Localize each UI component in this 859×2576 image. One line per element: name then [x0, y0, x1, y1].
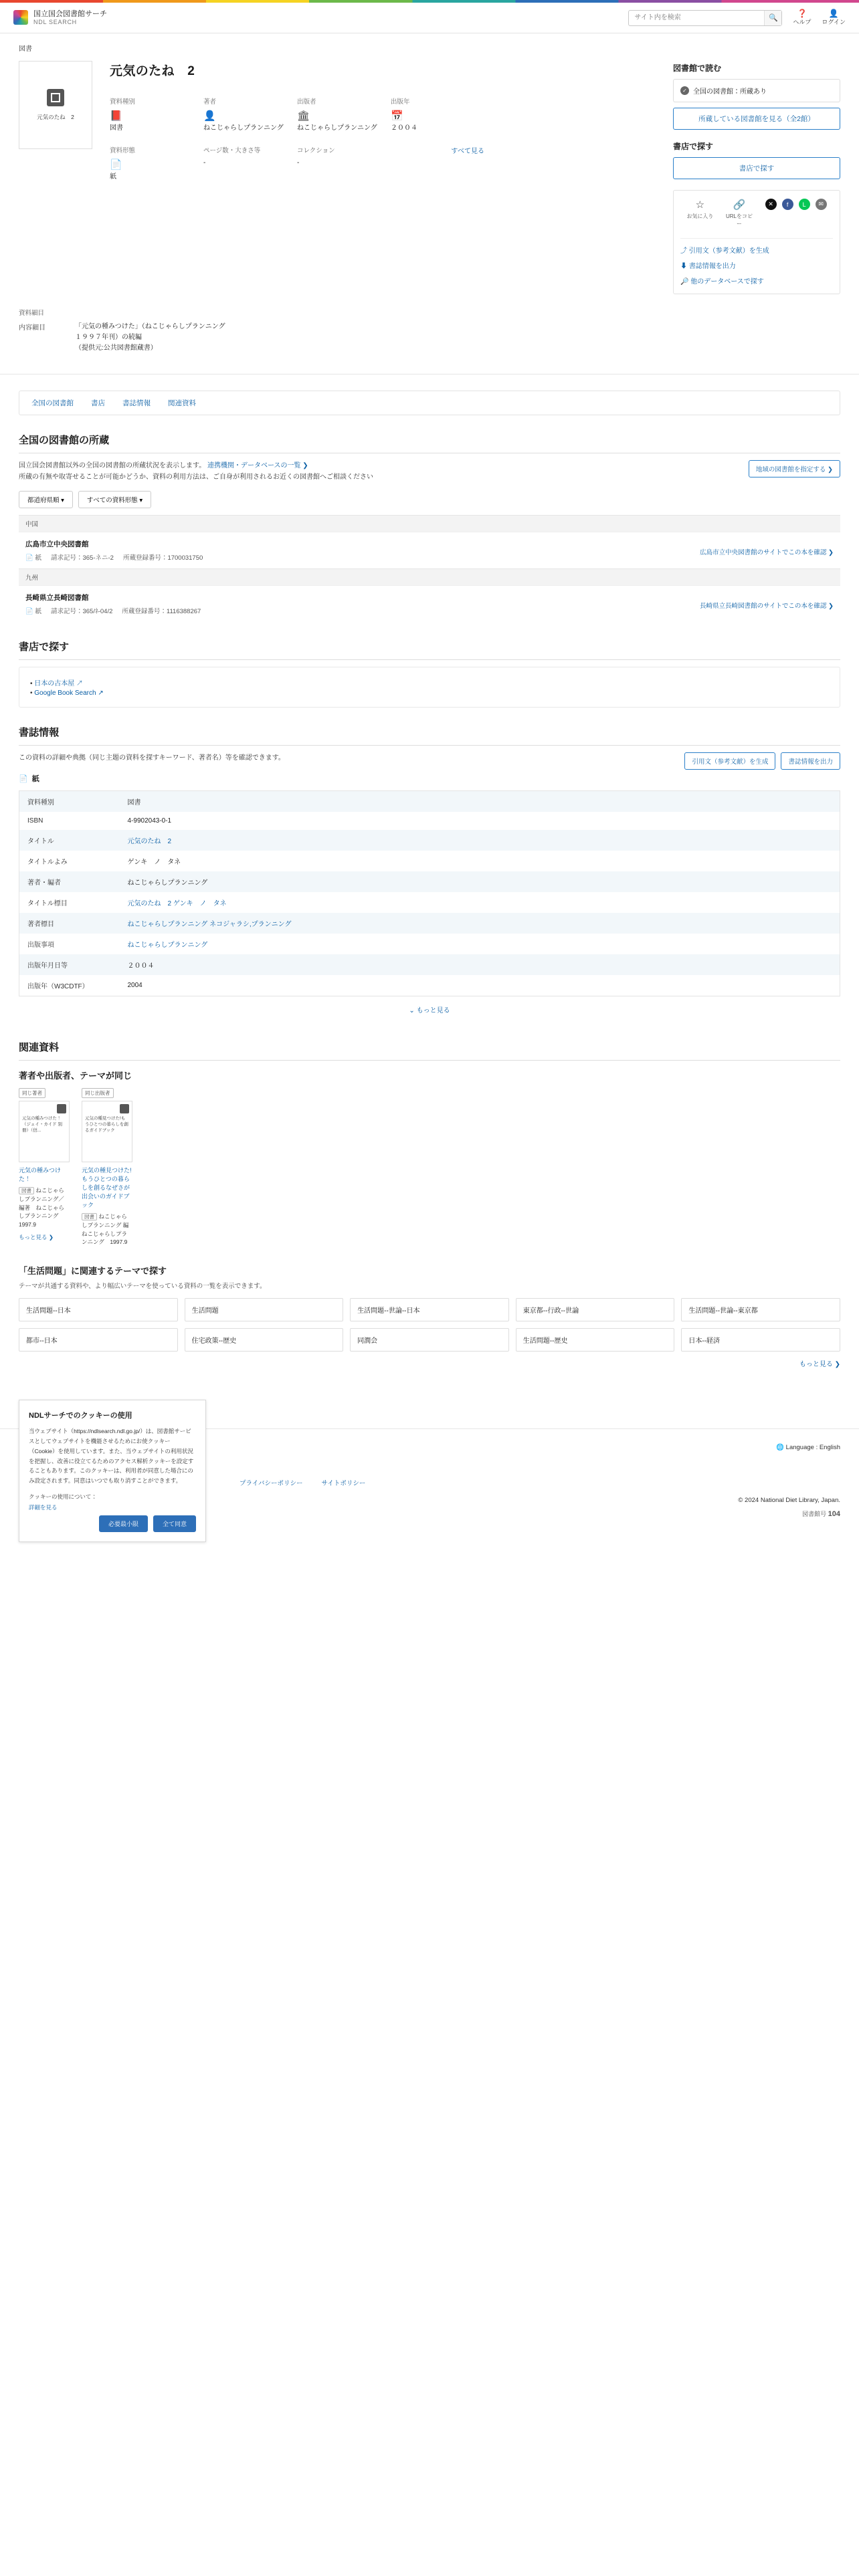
note-values	[75, 322, 225, 354]
export-biblio-button[interactable]: 書誌情報を出力	[781, 752, 840, 770]
theme-tag[interactable]: 住宅政策--歴史	[185, 1328, 344, 1352]
page-title: 元気のたね 2	[110, 64, 195, 78]
building-icon: 🏛	[297, 110, 310, 122]
shop-link-kosho[interactable]: • 日本の古本屋 ↗	[30, 677, 829, 687]
read-at-library-heading: 図書館で読む	[673, 64, 722, 73]
privacy-policy-link[interactable]: プライバシーポリシー	[240, 1480, 303, 1488]
row-value-link[interactable]: ねこじゃらしプランニング	[127, 942, 208, 949]
theme-tag[interactable]: 生活問題--歴史	[516, 1328, 675, 1352]
holdings-group-label: 九州	[19, 568, 840, 585]
biblio-desc: この資料の詳細や典拠（同じ主題の資料を探すキーワード、著者名）等を確認できます。	[19, 754, 285, 762]
list-item[interactable]	[82, 1088, 132, 1247]
tab-biblio[interactable]: 書誌情報	[122, 399, 151, 407]
themes-desc: テーマが共通する資料や、より幅広いテーマを使っている資料の一覧を表示できます。	[19, 1283, 266, 1291]
row-key: 著者・編者	[27, 879, 61, 887]
shop-link-google-books[interactable]: • Google Book Search ↗	[30, 689, 829, 697]
holding-id: 所蔵登録番号：1700031750	[122, 554, 203, 562]
page-label: 図書館号	[802, 1511, 827, 1518]
paper-icon: 📄	[19, 774, 28, 783]
meta-label: 資料種別	[110, 98, 136, 106]
tab-shops[interactable]: 書店	[91, 399, 105, 407]
filter-prefecture[interactable]: 都道府県順 ▾	[19, 491, 73, 508]
theme-tag[interactable]: 日本--経済	[681, 1328, 840, 1352]
table-row	[19, 913, 840, 934]
search-icon[interactable]: 🔍	[764, 11, 781, 25]
row-key: 出版事項	[27, 942, 54, 949]
x-icon[interactable]: ✕	[765, 199, 777, 210]
related-section	[0, 1023, 859, 1247]
row-value-link[interactable]: 元気のたね 2 ゲンキ ノ タネ	[127, 900, 227, 907]
related-title-link[interactable]: 元気の種見つけた!もうひとつの暮らしを創るなぜさが出会いのガイドブック	[82, 1167, 132, 1209]
filter-format[interactable]: すべての資料形態 ▾	[78, 491, 151, 508]
row-value-link[interactable]: 元気のたね 2	[127, 838, 172, 845]
theme-tag[interactable]: 都市--日本	[19, 1328, 178, 1352]
holdings-note: 所蔵の有無や取寄せることが可能かどうか、資料の利用方法は、ご自身が利用されるお近くの図書館へご相談ください	[19, 473, 373, 481]
copy-url-button[interactable]	[726, 199, 753, 227]
no-image-icon	[57, 1104, 66, 1113]
theme-tag[interactable]: 東京都--行政--世論	[516, 1298, 675, 1321]
library-name[interactable]: 広島市立中央図書館	[25, 540, 89, 548]
thumbnail-caption: 元気の種見つけた!もうひとつの暮らしを創るガイドブック	[85, 1116, 128, 1133]
globe-icon: 🌐	[776, 1444, 785, 1452]
breadcrumb[interactable]: 図書	[19, 45, 32, 53]
user-icon: 👤	[828, 8, 839, 18]
meta-value: -	[297, 158, 300, 167]
generate-citation-button[interactable]: 引用文（参考文献）を生成	[684, 752, 775, 770]
biblio-heading: 書誌情報	[19, 725, 840, 746]
availability-badge	[673, 79, 840, 102]
meta-item-format	[110, 145, 203, 182]
no-image-icon	[47, 89, 64, 106]
item-hero	[0, 58, 859, 294]
table-row[interactable]	[19, 532, 840, 568]
row-key: タイトル標目	[27, 900, 68, 907]
theme-tag[interactable]: 生活問題--世論--東京都	[681, 1298, 840, 1321]
copy-url-label: URLをコピー	[725, 213, 753, 227]
meta-item-collection	[297, 145, 391, 182]
shop-links	[19, 667, 840, 708]
cookie-minimal-button[interactable]: 必要最小限	[99, 1515, 148, 1532]
paper-icon: 📄 紙	[25, 554, 41, 562]
site-policy-link[interactable]: サイトポリシー	[321, 1480, 366, 1488]
cookie-details-link[interactable]: 詳細を見る	[29, 1504, 58, 1511]
call-number: 請求記号：365/ﾈ-04/2	[50, 608, 113, 615]
star-icon: ☆	[695, 199, 705, 211]
person-icon: 👤	[203, 110, 216, 122]
site-footer	[0, 1411, 859, 1562]
page-number: 104	[828, 1510, 840, 1519]
site-search[interactable]	[628, 10, 782, 26]
row-value-link[interactable]: ねこじゃらしプランニング ネコジャラシ,プランニング	[127, 921, 292, 928]
cover-thumbnail[interactable]	[19, 61, 92, 149]
meta-value: -	[203, 158, 206, 167]
note-line: 「元気の種みつけた」（ねこじゃらしプランニング	[75, 323, 225, 330]
holding-id: 所蔵登録番号：1116388267	[122, 608, 201, 615]
book-icon: 📕	[110, 110, 122, 122]
note-title: 資料細目	[19, 310, 45, 317]
export-biblio-link[interactable]: ⬇ 書誌情報を出力	[680, 263, 736, 270]
holdings-list	[19, 515, 840, 622]
site-name-sub: NDL SEARCH	[33, 18, 77, 25]
related-thumbnail[interactable]	[19, 1101, 70, 1162]
facebook-icon[interactable]: f	[782, 199, 793, 210]
site-header	[0, 3, 859, 33]
meta-label: 出版年	[391, 98, 410, 106]
generate-citation-link[interactable]: ⤴ 引用文（参考文献）を生成	[680, 247, 769, 255]
call-number: 請求記号：365-ネニ-2	[50, 554, 114, 562]
meta-label: 著者	[203, 98, 217, 106]
related-meta: ねこじゃらしプランニング／編著 ねこじゃらしプランニング 1997.9	[19, 1187, 65, 1228]
meta-value: 紙	[110, 173, 116, 181]
row-value: ゲンキ ノ タネ	[127, 859, 181, 866]
login-label: ログイン	[822, 19, 846, 26]
language-label: Language : English	[785, 1444, 840, 1452]
theme-tag[interactable]: 同潤会	[350, 1328, 509, 1352]
row-value: 図書	[127, 799, 141, 807]
row-key: タイトル	[27, 838, 54, 845]
related-badge: 同じ出版者	[82, 1088, 114, 1098]
meta-value: ２００４	[391, 124, 417, 132]
cookie-title: NDLサーチでのクッキーの使用	[29, 1411, 132, 1420]
table-row	[19, 892, 840, 913]
cookie-body: 当ウェブサイト（https://ndlsearch.ndl.go.jp/）は、図書館サービスとしてウェブサイトを機能させるためにお使クッキー（Cookie）を使用しています。また、当ウェブサイトの利用状況を把握し、改善に役立てるためのアクセス解析クッキーを設定することもあります。このクッキーは、利用者が同意した場合にのみ設定されます。同意はいつでも取り消すことができます。	[29, 1427, 194, 1485]
row-key: 著者標目	[27, 921, 54, 928]
meta-label: 資料形態	[110, 146, 136, 154]
see-all-metadata-link[interactable]: すべて見る	[451, 147, 484, 155]
holdings-group-label: 中国	[19, 515, 840, 532]
row-key: 出版年（W3CDTF）	[27, 983, 89, 990]
meta-value: ねこじゃらしプランニング	[203, 124, 284, 132]
related-meta: ねこじゃらしプランニング 編 ねこじゃらしプランニング 1997.9	[82, 1213, 134, 1246]
row-key: ISBN	[27, 817, 43, 825]
meta-value: 図書	[110, 124, 123, 132]
meta-label: 出版者	[297, 98, 316, 106]
shops-heading: 書店で探す	[19, 639, 840, 660]
library-site-link[interactable]: 長崎県立長崎図書館のサイトでこの本を確認 ❯	[700, 603, 834, 610]
favorite-label: お気に入り	[686, 213, 714, 219]
search-input[interactable]	[629, 11, 764, 25]
calendar-icon: 📅	[391, 110, 403, 122]
themes-heading: 「生活問題」に関連するテーマで探す	[19, 1266, 167, 1277]
cookie-banner	[19, 1400, 206, 1542]
availability-text: 全国の図書館：所蔵あり	[693, 88, 767, 96]
list-item[interactable]	[19, 1088, 70, 1247]
related-thumbnail[interactable]	[82, 1101, 132, 1162]
table-row	[19, 812, 840, 830]
themes-section	[0, 1247, 859, 1368]
related-title-link[interactable]: 元気の種みつけた！	[19, 1167, 61, 1183]
help-link[interactable]	[793, 9, 811, 27]
section-tabs	[19, 391, 840, 415]
row-key: 出版年月日等	[27, 962, 68, 970]
link-icon: 🔗	[733, 199, 746, 211]
themes-grid	[19, 1298, 840, 1352]
biblio-format-label: 紙	[31, 775, 39, 783]
biblio-more-button[interactable]: ⌄ もっと見る	[409, 1007, 450, 1014]
table-row	[19, 791, 840, 813]
search-other-db-link[interactable]: 🔎 他のデータベースで探す	[680, 278, 764, 286]
library-site-link[interactable]: 広島市立中央図書館のサイトでこの本を確認 ❯	[700, 549, 834, 556]
mail-icon[interactable]: ✉	[816, 199, 827, 210]
row-value: 4-9902043-0-1	[127, 817, 172, 825]
table-row	[19, 851, 840, 871]
cookie-accept-all-button[interactable]: 全て同意	[153, 1515, 196, 1532]
related-badge: 同じ著者	[19, 1088, 45, 1098]
related-type-badge: 図書	[19, 1187, 34, 1194]
view-holdings-button[interactable]: 所蔵している図書館を見る（全2館）	[673, 108, 840, 130]
meta-item-type	[110, 96, 203, 133]
line-icon[interactable]: L	[799, 199, 810, 210]
theme-tag[interactable]: 生活問題--日本	[19, 1298, 178, 1321]
table-row[interactable]	[19, 585, 840, 622]
biblio-table	[19, 790, 840, 996]
note-key: 内容細目	[19, 324, 45, 332]
related-subheading: 著者や出版者、テーマが同じ	[19, 1071, 132, 1081]
note-line: １９９７年刊）の続編	[75, 334, 142, 341]
specify-region-button[interactable]: 地域の図書館を指定する ❯	[749, 460, 840, 477]
library-icon: ✓	[680, 86, 689, 95]
action-rail	[673, 61, 840, 294]
meta-value: ねこじゃらしプランニング	[297, 124, 377, 132]
tab-libraries[interactable]: 全国の図書館	[31, 399, 74, 407]
partner-db-list-link[interactable]: 連携機関・データベースの一覧 ❯	[207, 462, 308, 469]
meta-item-publisher	[297, 96, 391, 133]
table-row	[19, 954, 840, 975]
thumbnail-caption: 元気の種みつけた！（ジェイ・カイド 別冊）（信...	[22, 1116, 62, 1133]
meta-label: コレクション	[297, 146, 335, 154]
related-heading: 関連資料	[19, 1040, 840, 1061]
site-name: 国立国会図書館サーチ	[33, 9, 107, 18]
shops-section	[0, 622, 859, 708]
biblio-format-row	[19, 773, 840, 784]
question-icon: ❓	[797, 8, 807, 18]
no-image-icon	[120, 1104, 129, 1113]
theme-tag[interactable]: 生活問題	[185, 1298, 344, 1321]
ndl-logo-icon	[13, 10, 28, 25]
table-row	[19, 830, 840, 851]
site-logo[interactable]	[13, 10, 107, 26]
meta-label: ページ数・大きさ等	[203, 146, 261, 154]
cookie-sub: クッキーの使用について：	[29, 1493, 97, 1501]
table-row	[19, 934, 840, 954]
cover-caption: 元気のたね 2	[37, 114, 74, 120]
row-key: 資料種別	[27, 799, 54, 807]
help-label: ヘルプ	[793, 19, 812, 26]
holdings-section	[0, 415, 859, 622]
note-line: （提供元:公共図書館蔵書）	[75, 344, 157, 352]
row-value: ねこじゃらしプランニング	[127, 879, 208, 887]
paper-icon: 📄	[110, 158, 122, 171]
login-link[interactable]	[822, 9, 846, 27]
theme-tag[interactable]: 生活問題--世論--日本	[350, 1298, 509, 1321]
paper-icon: 📄 紙	[25, 608, 41, 615]
share-box	[673, 190, 840, 294]
meta-item-year	[391, 96, 484, 133]
themes-more-link[interactable]: もっと見る ❯	[799, 1361, 840, 1369]
table-row	[19, 975, 840, 996]
library-name[interactable]: 長崎県立長崎図書館	[25, 594, 89, 602]
biblio-section	[0, 708, 859, 1023]
holdings-desc: 国立国会図書館以外の全国の図書館の所蔵状況を表示します。	[19, 462, 206, 469]
favorite-button[interactable]	[686, 199, 713, 220]
meta-item-author	[203, 96, 297, 133]
meta-item-pages	[203, 145, 297, 182]
related-more-link[interactable]: もっと見る ❯	[19, 1233, 54, 1241]
row-value: 2004	[127, 982, 142, 989]
table-row	[19, 871, 840, 892]
copyright: © 2024 National Diet Library, Japan.	[738, 1497, 840, 1505]
holdings-heading: 全国の図書館の所蔵	[19, 433, 840, 453]
item-note	[0, 294, 859, 354]
row-key: タイトルよみ	[27, 859, 68, 866]
related-type-badge: 図書	[82, 1213, 97, 1220]
metadata-grid	[110, 96, 484, 181]
find-at-shop-button[interactable]: 書店で探す	[673, 157, 840, 179]
row-value: ２００４	[127, 962, 155, 970]
find-at-shop-heading: 書店で探す	[673, 142, 714, 151]
tab-related[interactable]: 関連資料	[168, 399, 196, 407]
